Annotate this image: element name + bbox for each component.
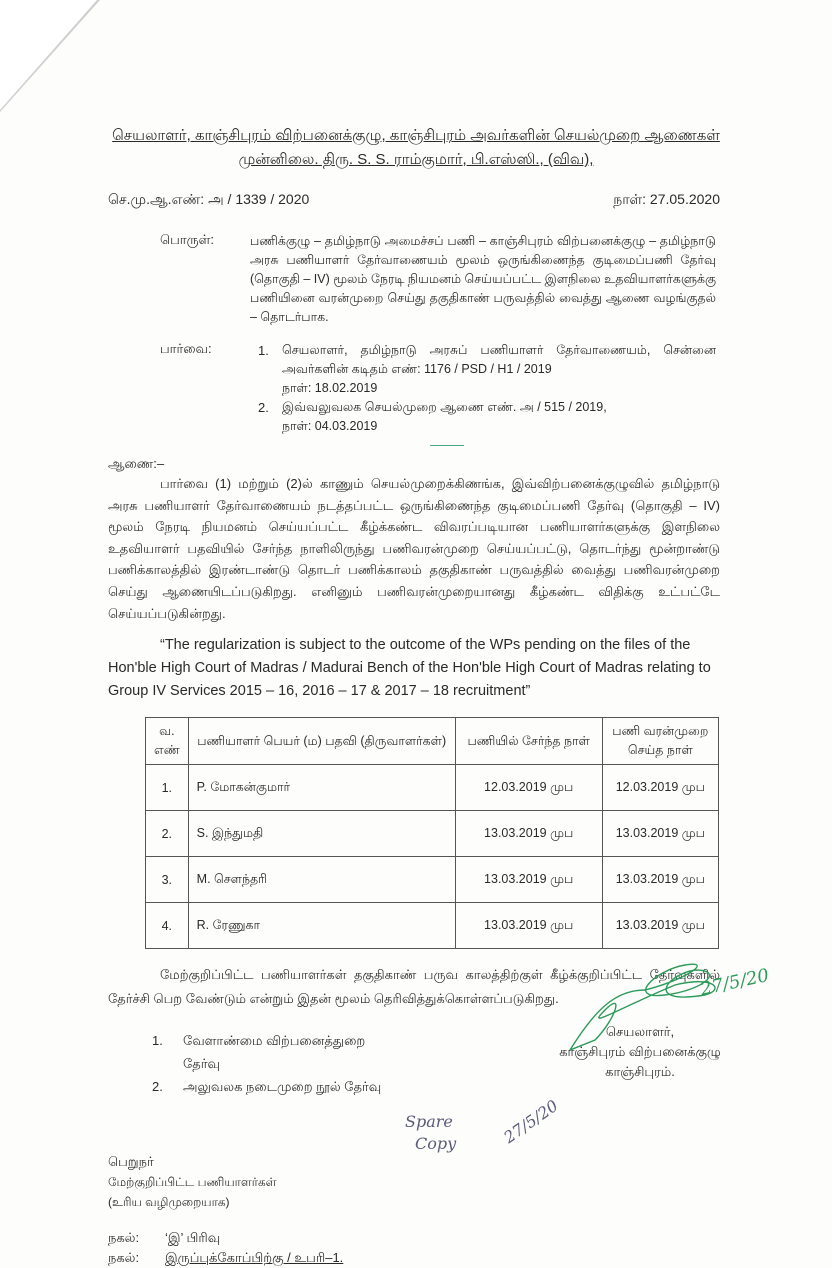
reference-1-num: 1. (258, 343, 269, 358)
exam-list (108, 1029, 398, 1098)
exam-2 (108, 1075, 398, 1098)
copy-1-label: நகல்: (108, 1230, 140, 1246)
order-title: செயலாளர், காஞ்சிபுரம் விற்பனைக்குழு, காஞ்சிபுரம் அவர்களின் செயல்முறை ஆணைகள் (112, 127, 720, 144)
cell-serial: 2. (146, 811, 189, 857)
cell-serial: 3. (146, 857, 189, 903)
reference-1-date: நாள்: 18.02.2019 (282, 381, 378, 395)
reference-2-date: நாள்: 04.03.2019 (282, 419, 378, 433)
table-header (146, 718, 719, 765)
order-paragraph: பார்வை (1) மற்றும் (2)ல் காணும் செயல்முறைக்கிணங்க, இவ்விற்பனைக்குழுவில் தமிழ்நாடு அரசு பணியாளர் தேர்வாணையம் நடத்தப்பட்ட ஒருங்கிணைந்த குடிமைப்பணி தேர்வு (தொகுதி – IV) மூலம் நேரடி நியமனம் செய்யப்பட்ட கீழ்க்கண்ட விவரப்படியான பணியாளர்களுக்கு இளநிலை உதவியாளர் பதவியில் சேர்ந்த நாளிலிருந்து பணிவரன்முறை செய்யப்பட்டு, தொடர்ந்து மூன்றாண்டு பணிக்காலத்தில் இரண்டாண்டு தொடர் பணிக்காலம் தகுதிகாண் பருவத்தில் வைத்து பணிவரன்முறை செய்து ஆணையிடப்படுகிறது. எனினும் பணிவரன்முறையானது கீழ்கண்ட விதிக்கு உட்பட்டே செய்யப்படுகின்றது. (108, 476, 720, 621)
initial-date: 27/5/20 (500, 1096, 562, 1147)
recipient-label: பெறுநர் (108, 1154, 154, 1170)
exam-2-num: 2. (152, 1079, 163, 1095)
table-row (146, 765, 719, 811)
reference-2-body: இவ்வலுவலக செயல்முறை ஆணை எண். அ / 515 / 2019, (282, 400, 607, 414)
signatory-place: காஞ்சிபுரம். (605, 1064, 675, 1079)
exam-1-text: வேளாண்மை விற்பனைத்துறை தேர்வு (183, 1033, 366, 1072)
cell-name: P. மோகன்குமார் (188, 765, 455, 811)
cell-serial: 1. (146, 765, 189, 811)
header-join-date: பணியில் சேர்ந்த நாள் (455, 718, 602, 765)
annotation-copy: Copy (415, 1134, 457, 1153)
copies-block (108, 1228, 388, 1268)
signatory-title: செயலாளர், (605, 1024, 675, 1039)
cell-join-date: 12.03.2019 முப (455, 765, 602, 811)
table-row (146, 903, 719, 949)
copy-1-text: ‘இ’ பிரிவு (165, 1230, 221, 1246)
table-row (146, 857, 719, 903)
exam-1 (108, 1029, 398, 1075)
references-section (108, 341, 720, 436)
subject-section (108, 232, 720, 327)
cell-join-date: 13.03.2019 முப (455, 903, 602, 949)
annotation-spare: Spare (405, 1112, 453, 1131)
recipient-line1: மேற்குறிப்பிட்ட பணியாளர்கள் (108, 1175, 277, 1190)
cell-regularization-date: 12.03.2019 முப (602, 765, 718, 811)
cell-regularization-date: 13.03.2019 முப (602, 857, 718, 903)
reference-2-text (282, 398, 716, 436)
cell-name: M. சௌந்தரி (188, 857, 455, 903)
references-list (258, 341, 716, 436)
header-name: பணியாளர் பெயர் (ம) பதவி (திருவாளர்கள்) (188, 718, 455, 765)
order-label: ஆணை:– (108, 456, 165, 471)
reference-1-body: செயலாளர், தமிழ்நாடு அரசுப் பணியாளர் தேர்வாணையம், சென்னை அவர்களின் கடிதம் எண்: 1176 / PSD / H1 / 2019 (282, 343, 716, 376)
reference-1-text (282, 341, 716, 398)
recipient-block (108, 1152, 368, 1212)
scan-corner-fill (0, 0, 97, 110)
reference-2-num: 2. (258, 400, 269, 415)
header-serial: வ. எண் (146, 718, 189, 765)
signatory-block (540, 1022, 740, 1082)
subject-label: பொருள்: (160, 232, 214, 247)
cell-serial: 4. (146, 903, 189, 949)
copy-2 (108, 1248, 388, 1268)
court-quote: “The regularization is subject to the outcome of the WPs pending on the files of the Hon'ble High Court of Madras / Madurai Bench of the Hon'ble High Court of Madras relating to Group IV Services 2015 – 16, 2016 – 17 & 2017 – 18 recruitment” (108, 637, 711, 700)
cell-name: S. இந்துமதி (188, 811, 455, 857)
signature-date: 27/5/20 (698, 965, 771, 1000)
exam-1-num: 1. (152, 1033, 163, 1049)
reference-number: செ.மு.ஆ.எண்: அ / 1339 / 2020 (108, 191, 310, 207)
copy-2-text: இருப்புக்கோப்பிற்கு / உபரி–1. (165, 1250, 344, 1266)
order-date: நாள்: 27.05.2020 (613, 191, 720, 207)
recipient-line2: (உரிய வழிமுறையாக) (108, 1195, 230, 1210)
document-body (108, 124, 720, 1268)
references-label: பார்வை: (160, 341, 212, 356)
probation-text: மேற்குறிப்பிட்ட பணியாளர்கள் தகுதிகாண் பருவ காலத்திற்குள் கீழ்க்குறிப்பிட்ட தேர்வுகளில் தேர்ச்சி பெற வேண்டும் என்றும் இதன் மூலம் தெரிவித்துக்கொள்ளப்படுகிறது. (108, 967, 720, 1007)
signatory-office: காஞ்சிபுரம் விற்பனைக்குழு (559, 1044, 721, 1059)
order-presiding: முன்னிலை. திரு. S. S. ராம்குமார், பி.எஸ்ஸி., (விவ), (238, 151, 594, 168)
cell-join-date: 13.03.2019 முப (455, 811, 602, 857)
cell-regularization-date: 13.03.2019 முப (602, 811, 718, 857)
copy-2-label: நகல்: (108, 1250, 140, 1266)
exam-2-text: அலுவலக நடைமுறை நூல் தேர்வு (183, 1079, 382, 1095)
staff-table (145, 717, 719, 949)
cell-regularization-date: 13.03.2019 முப (602, 903, 718, 949)
header-regularization-date: பணி வரன்முறை செய்த நாள் (602, 718, 718, 765)
cell-name: R. ரேணுகா (188, 903, 455, 949)
cell-join-date: 13.03.2019 முப (455, 857, 602, 903)
subject-text: பணிக்குழு – தமிழ்நாடு அமைச்சப் பணி – காஞ்சிபுரம் விற்பனைக்குழு – தமிழ்நாடு அரசு பணியாளர் தேர்வாணையம் மூலம் ஒருங்கிணைந்த குடிமைப்பணி தேர்வு (தொகுதி – IV) மூலம் நேரடி நியமனம் செய்யப்பட்ட இளநிலை உதவியாளர்களுக்கு பணியினை வரன்முறை செய்து தகுதிகாண் பருவத்தில் வைத்து ஆணை வழங்குதல் – தொடர்பாக. (250, 234, 716, 324)
reference-1 (258, 341, 716, 398)
table-row (146, 811, 719, 857)
separator (430, 445, 464, 446)
reference-line (108, 191, 720, 210)
reference-2 (258, 398, 716, 436)
copy-1 (108, 1228, 388, 1248)
